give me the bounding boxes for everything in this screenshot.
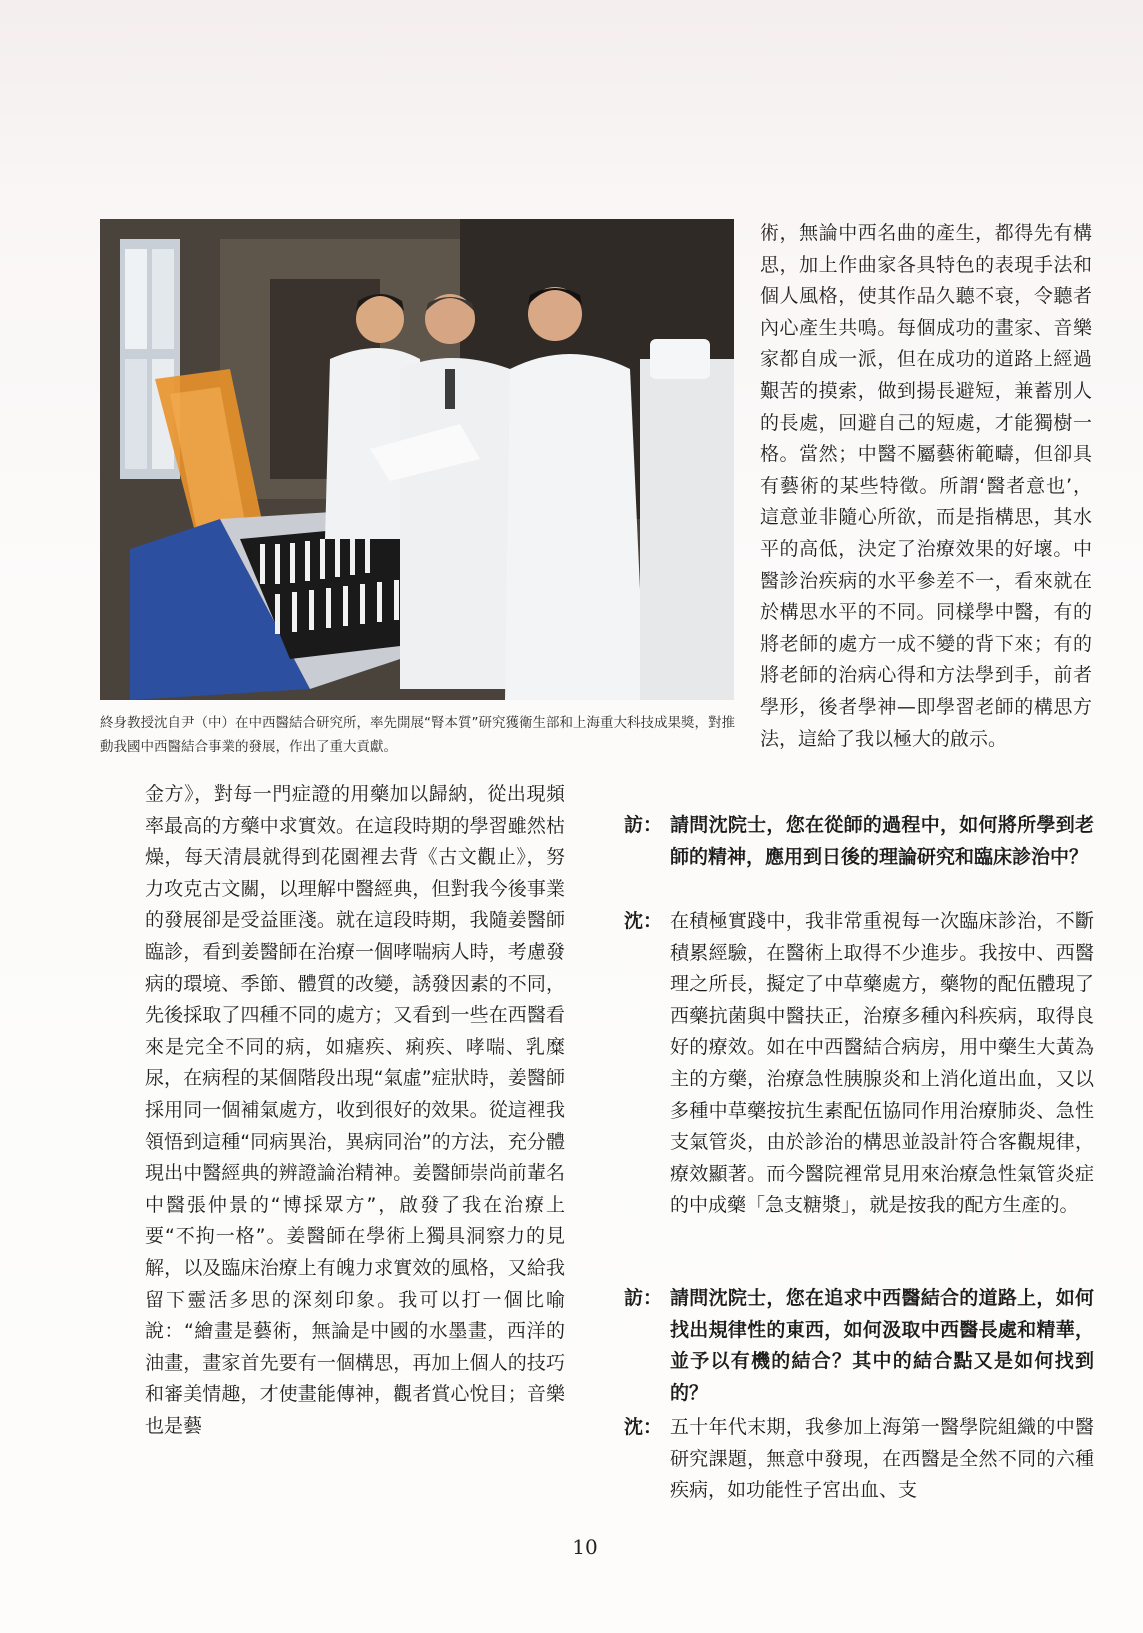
qa-question-text: 請問沈院士，您在追求中西醫結合的道路上，如何找出規律性的東西，如何汲取中西醫長處和精華，並予以有機的結合？其中的結合點又是如何找到的？ — [670, 1287, 1094, 1404]
lab-photo-illustration — [100, 219, 734, 700]
qa-answer-1 — [624, 906, 1094, 1222]
qa-question-1 — [624, 810, 1094, 873]
photo-caption: 終身教授沈自尹（中）在中西醫結合研究所，率先開展“腎本質”研究獲衛生部和上海重大科技成果獎，對推動我國中西醫結合事業的發展，作出了重大貢獻。 — [100, 715, 735, 755]
qa-answer-text: 五十年代末期，我參加上海第一醫學院組織的中醫研究課題，無意中發現，在西醫是全然不同的六種疾病，如功能性子宮出血、支 — [670, 1416, 1094, 1502]
qa-speaker: 沈： — [624, 910, 663, 932]
page-number: 10 — [572, 1535, 598, 1559]
qa-question-text: 請問沈院士，您在從師的過程中，如何將所學到老師的精神，應用到日後的理論研究和臨床診治中？ — [670, 814, 1094, 868]
qa-answer-2 — [624, 1412, 1094, 1507]
qa-speaker: 訪： — [624, 1287, 663, 1309]
left-column-paragraph: 金方》，對每一門症證的用藥加以歸納，從出現頻率最高的方藥中求實效。在這段時期的學習雖然枯燥，每天清晨就得到花園裡去背《古文觀止》，努力攻克古文關，以理解中醫經典，但對我今後事業的發展卻是受益匪淺。就在這段時期，我隨姜醫師臨診，看到姜醫師在治療一個哮喘病人時，考慮發病的環境、季節、體質的改變，誘發因素的不同，先後採取了四種不同的處方；又看到一些在西醫看來是完全不同的病，如瘧疾、痢疾、哮喘、乳糜尿，在病程的某個階段出現“氣虛”症狀時，姜醫師採用同一個補氣處方，收到很好的效果。從這裡我領悟到這種“同病異治，異病同治”的方法，充分體現出中醫經典的辨證論治精神。姜醫師崇尚前輩名中醫張仲景的“博採眾方”，啟發了我在治療上要“不拘一格”。姜醫師在學術上獨具洞察力的見解，以及臨床治療上有魄力求實效的風格，又給我留下靈活多思的深刻印象。我可以打一個比喻說：“繪畫是藝術，無論是中國的水墨畫，西洋的油畫，畫家首先要有一個構思，再加上個人的技巧和審美情趣，才使畫能傳神，觀者賞心悅目；音樂也是藝 — [145, 783, 565, 1437]
qa-speaker: 訪： — [624, 814, 663, 836]
qa-answer-text: 在積極實踐中，我非常重視每一次臨床診治，不斷積累經驗，在醫術上取得不少進步。我按中、西醫理之所長，擬定了中草藥處方，藥物的配伍體現了西藥抗菌與中醫扶正，治療多種內科疾病，取得良好的療效。如在中西醫結合病房，用中藥生大黃為主的方藥，治療急性胰腺炎和上消化道出血，又以多種中草藥按抗生素配伍協同作用治療肺炎、急性支氣管炎，由於診治的構思並設計符合客觀規律，療效顯著。而今醫院裡常見用來治療急性氣管炎症的中成藥「急支糖漿」，就是按我的配方生產的。 — [670, 910, 1094, 1217]
right-column-text — [760, 218, 1092, 755]
left-column-text — [145, 779, 565, 1442]
qa-speaker: 沈： — [624, 1416, 663, 1438]
lab-photo — [100, 219, 734, 700]
qa-question-2 — [624, 1283, 1094, 1409]
faded-background-heading — [250, 130, 750, 200]
right-column-paragraph: 術，無論中西名曲的產生，都得先有構思，加上作曲家各具特色的表現手法和個人風格，使其作品久聽不衰，令聽者內心產生共鳴。每個成功的畫家、音樂家都自成一派，但在成功的道路上經過艱苦的摸索，做到揚長避短，兼蓄別人的長處，回避自己的短處，才能獨樹一格。當然；中醫不屬藝術範疇，但卻具有藝術的某些特徵。所謂‘醫者意也’，這意並非隨心所欲，而是指構思，其水平的高低，決定了治療效果的好壞。中醫診治疾病的水平參差不一，看來就在於構思水平的不同。同樣學中醫，有的將老師的處方一成不變的背下來；有的將老師的治病心得和方法學到手，前者學形，後者學神—即學習老師的構思方法，這給了我以極大的啟示。 — [760, 222, 1092, 750]
